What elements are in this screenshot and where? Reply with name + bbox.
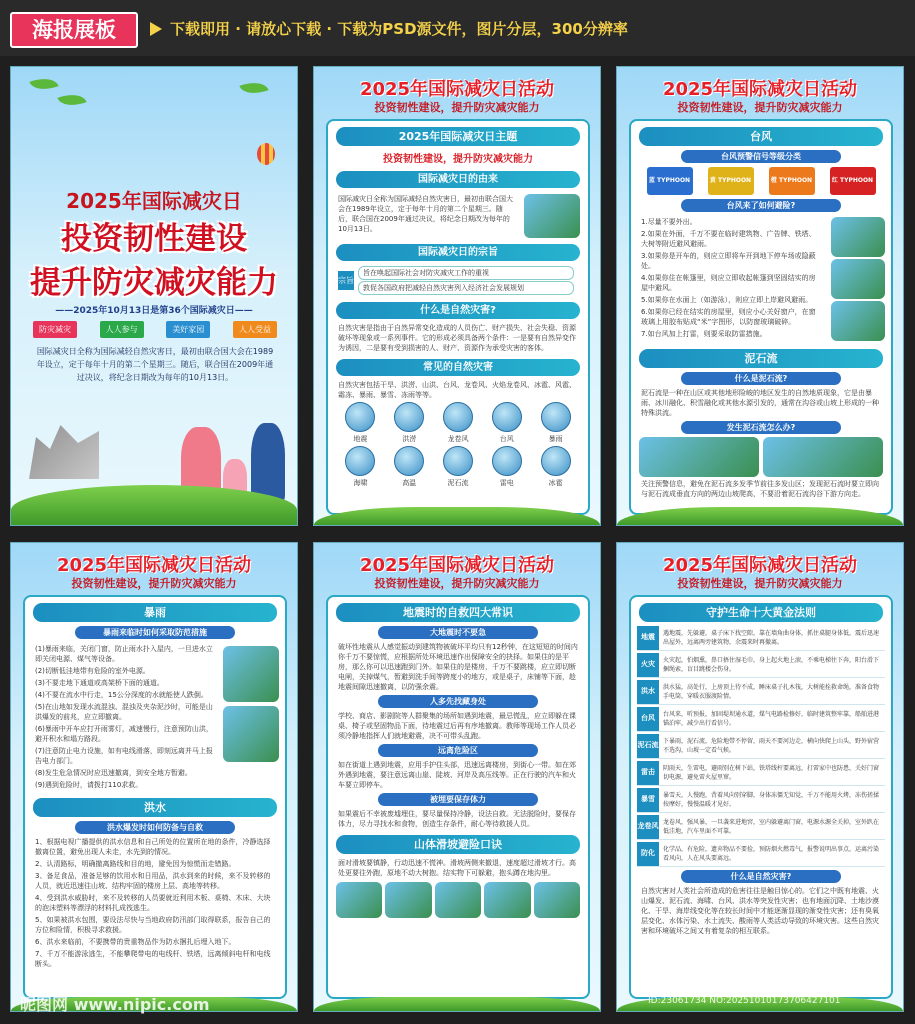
- rain-item: (2)切断低洼地带有危险的室外电源。: [35, 667, 150, 675]
- poster-golden-rules: [616, 542, 904, 1012]
- poster-title: 2025年国际减灾日活动: [359, 79, 555, 100]
- quake-rule-text: 如在街道上遇到地震，应用手护住头部，迅速远离楼房，到街心一带。如在郊外遇到地震，要注意远离山崖、陡坡、河岸及高压线等。正在行驶的汽车和火车要立即停车。: [338, 761, 576, 789]
- leaf-decoration: [29, 73, 58, 95]
- sub-bar: 被埋要保存体力: [378, 793, 538, 806]
- content-card: [23, 595, 287, 999]
- golden-rule-row: 暴雪 暴雪天，人慢跑，背着风向别穿脚，身体冻僵无知觉，千万不能用火烤，冻伤搓揉按摩好，慢慢温暖才见好。: [637, 788, 885, 813]
- rain-item: (7)注意防止电力设施，如有电线滑落，即刻远离并马上报告电力部门。: [35, 747, 213, 765]
- avoid-item: 5.如果你在水面上（如游泳），则应立即上岸避风避雨。: [641, 296, 813, 304]
- sub-bar: 远离危险区: [378, 744, 538, 757]
- sub-bar: 暴雨来临时如何采取防范措施: [75, 626, 235, 639]
- poster-title: 2025年国际减灾日活动: [359, 555, 555, 576]
- what-text: 自然灾害对人类社会所造成的危害往往是触目惊心的。它们之中既有地震、火山爆发、泥石流、海啸、台风、洪水等突发性灾害；也有地面沉降、土地沙漠化、干旱、海岸线变化等在较长时间中才能逐渐显现的渐变性灾害；还有臭氧层变化、水体污染、水土流失、酸雨等人类活动导致的环境灾害。这些自然灾害和环境破坏之间又有着复杂的相互联系。: [641, 887, 879, 935]
- poster-year-line: 2025年国际减灾日: [66, 189, 242, 213]
- golden-rule-row: 地震 遇地震，先躲避，桌子床下找空隙，靠在墙角曲身体，抓住桌腿身体低，震后迅速出屋外，远离两旁建筑物，余震来时再撤离。: [637, 626, 885, 651]
- avoid-item: 7.如台风加上打雷，则要采取防雷措施。: [641, 330, 767, 338]
- typhoon-illustration: [831, 217, 885, 257]
- rain-item: (6)暴雨中开车应打开雨雾灯，减速慢行，注意预防山洪，避开积水和塌方路段。: [35, 725, 213, 743]
- content-card: [629, 119, 893, 515]
- sub-bar: 洪水爆发时如何防备与自救: [75, 821, 235, 834]
- leaf-decoration: [239, 77, 268, 99]
- quake-rule-text: 破坏性地震从人感觉振动到建筑物被破坏平均只有12秒钟，在这短短的时间内你千万不要惊慌，应根据所处环境迅速作出保障安全的抉择。如果住的是平房，那么你可以迅速跑到门外。如果住的是楼房，千万不要跳楼，应立即切断电闸，关掉煤气，暂避到洗手间等跨度小的地方，或是桌子，床铺等下面，趁地震间隙迅速撤离，以防强余震。: [338, 643, 578, 691]
- poster-theme: [313, 66, 601, 526]
- section-bar: 台风: [639, 127, 883, 146]
- flood-item: 5、如果被洪水包围，要设法尽快与当地政府防汛部门取得联系，报告自己的方位和险情，积极寻求救援。: [35, 916, 271, 934]
- golden-rule-row: 泥石流 下暴雨，泥石流，危险地带不停留，雨天不要河边走，横向快爬上山头，野外宿营不选沟，山坡一定看气候。: [637, 734, 885, 759]
- rainstorm-illustration: [223, 706, 279, 762]
- rain-item: (3)不要走地下通道或高架桥下面的通道。: [35, 679, 164, 687]
- sub-bar: 什么是自然灾害?: [681, 870, 841, 883]
- grass-decoration: [617, 507, 903, 525]
- watermark: 昵图网 www.nipic.com: [20, 995, 210, 1014]
- flood-item: 4、受到洪水威胁时，来不及转移的人员要就近利用木板、桌椅、木床、大块的泡沫塑料等漂浮的材料扎成筏逃生。: [35, 894, 271, 912]
- sub-bar: 台风预警信号等级分类: [681, 150, 841, 163]
- section-bar: 守护生命十大黄金法则: [639, 603, 883, 622]
- golden-rule-row: 龙卷风 龙卷风，强风暴，一旦袭来进地窖，室内躲避离门窗，电源水源全关掉，室外趴在低洼地，汽车里面不可靠。: [637, 815, 885, 840]
- poster-headline-2: 提升防灾减灾能力: [30, 265, 278, 301]
- content-card: [326, 595, 590, 999]
- globe-illustration: [524, 194, 580, 238]
- rain-item: (9)遇到危险时，请拨打110求救。: [35, 781, 143, 789]
- lightning-icon: 雷电: [488, 446, 526, 488]
- flood-item: 3、备足食品，准备足够的饮用水和日用品，洪水到来的时候，来不及转移的人员，就近迅速往山坡、结构牢固的楼房上层、高地等转移。: [35, 872, 271, 890]
- poster-subtitle: 投资韧性建设，提升防灾减灾能力: [71, 577, 237, 590]
- disaster-icon-row: [336, 446, 580, 488]
- top-banner: [0, 0, 915, 56]
- badge: 人人参与: [100, 321, 144, 338]
- leaf-decoration: [57, 89, 86, 111]
- rain-item: (5)在山地如发现水流混浊、混浊及夹杂泥沙时，可能是山洪爆发的前兆，应立即撤离。: [35, 703, 213, 721]
- section-bar: 暴雨: [33, 603, 277, 622]
- flood-icon: 洪涝: [390, 402, 428, 444]
- rain-item: (1)暴雨来临，关闭门窗，防止雨水扑入屋内，一旦进水立即关闭电源、煤气等设备。: [35, 645, 213, 663]
- debris-flow-illustration: [763, 437, 883, 477]
- grass-decoration: [314, 997, 600, 1011]
- what-text: 自然灾害是指由于自然异常变化造成的人员伤亡、财产损失、社会失稳、资源破坏等现象或一系列事件。它的形成必须具备两个条件：一是要有自然异变作为诱因，二是要有受到损害的人、财产、资源作为承受灾害的客体。: [338, 324, 576, 352]
- section-bar: 泥石流: [639, 349, 883, 368]
- content-card: [629, 595, 893, 999]
- tornado-icon: 龙卷风: [439, 402, 477, 444]
- section-bar: 国际减灾日的由来: [336, 171, 580, 188]
- disaster-icon-row: [336, 402, 580, 444]
- brand-label: 海报展板: [10, 12, 138, 48]
- badge-row: [33, 321, 277, 338]
- section-bar: 山体滑坡避险口诀: [336, 835, 580, 854]
- poster-intro: 国际减灾日全称为国际减轻自然灾害日，最初由联合国大会在1989年设立，定于每年十月的第二个星期三。随后，联合国在2009年通过决议，将纪念日期改为每年的10月13日。: [36, 347, 274, 382]
- arrow-icon: [150, 22, 162, 36]
- flood-item: 2、认清路标，明确撤离路线和目的地，避免因为惊慌而走错路。: [35, 860, 236, 868]
- golden-rule-row: 雷击 阴雨天，生雷电，避雨别在树下站，铁塔线杆要离远，打雷家中也防患，关好门窗切电源，避免雷火屋里窜。: [637, 761, 885, 786]
- debris-flow-icon: 泥石流: [439, 446, 477, 488]
- golden-rule-row: 火灾 火灾起，怕烟熏，鼻口捂住湿毛巾，身上起火地上滚，不乘电梯往下奔，阳台滑下捆绳索，盲目跳楼会伤身。: [637, 653, 885, 678]
- section-bar: 国际减灾日的宗旨: [336, 244, 580, 261]
- landslide-illustration: [435, 882, 481, 918]
- avoid-item: 4.如果你住在帐篷里，则应立即收起帐篷到坚固结实的房屋中避风。: [641, 274, 816, 292]
- tagline: 下载即用 · 请放心下载 · 下载为PSD源文件，图片分层，300分辨率: [170, 20, 628, 38]
- avoid-item: 1.尽量不要外出。: [641, 218, 697, 226]
- tsunami-icon: 海啸: [341, 446, 379, 488]
- golden-rule-row: 台风 台风来，听预报，加固堤坝通水道，煤气电路检修好，临时建筑整牢靠，船舶进港锚泊牢，减少出行看信号。: [637, 707, 885, 732]
- father-illustration: [251, 423, 285, 503]
- typhoon-blue-signal-icon: 蓝 TYPHOON: [647, 167, 693, 195]
- landslide-illustration: [484, 882, 530, 918]
- sub-bar: 什么是泥石流?: [681, 372, 841, 385]
- typhoon-illustration: [831, 259, 885, 299]
- typhoon-red-signal-icon: 红 TYPHOON: [830, 167, 876, 195]
- avoid-item: 3.如果你是开车的，则应立即将车开到地下停车场或隐蔽处。: [641, 252, 816, 270]
- sub-bar: 发生泥石流怎么办?: [681, 421, 841, 434]
- common-text: 自然灾害包括干旱、洪涝、山洪、台风、龙卷风、火焰龙卷风、冰雹、风雹、霜冻、暴雨、暴雪、冻雨等等。: [338, 381, 576, 399]
- typhoon-signal-row: [639, 167, 883, 195]
- purpose-item: 旨在唤起国际社会对防灾减灾工作的重视: [358, 266, 574, 280]
- debris-tips: 关注预警信息，避免在泥石流多发季节前往多发山区；发现泥石流时要立即向与泥石流成垂直方向的两边山坡爬高，不要沿着泥石流沟谷下游方向走。: [641, 480, 879, 498]
- landslide-text: 面对滑坡要镇静，行动迅速不慌神。滑坡两侧来撤退，速度超过滑坡才行。高处更要往外跑，原地不动大树抱。结实物下可躲避，抱头蹲在地沟里。: [338, 859, 576, 877]
- poster-typhoon: [616, 66, 904, 526]
- golden-rule-row: 洪水 洪水猛，高处行，上房顶上待不成，睡床桌子扎木筏，大树能拴救命绳，准备食物手电筒，穿暖衣服渡险情。: [637, 680, 885, 705]
- typhoon-icon: 台风: [488, 402, 526, 444]
- poster-date-line: ——2025年10月13日是第36个国际减灾日——: [55, 306, 253, 316]
- origin-text: 国际减灾日全称为国际减轻自然灾害日，最初由联合国大会在1989年设立，定于每年十月的第二个星期三。随后，联合国在2009年通过决议，将纪念日期改为每年的10月13日。: [338, 195, 513, 233]
- purpose-label: 宗旨: [338, 271, 354, 290]
- rainstorm-illustration: [223, 646, 279, 702]
- typhoon-yellow-signal-icon: 黄 TYPHOON: [708, 167, 754, 195]
- poster-earthquake: [313, 542, 601, 1012]
- avoid-item: 2.如果在外面，千万不要在临时建筑物、广告牌、铁塔、大树等附近避风避雨。: [641, 230, 816, 248]
- debris-flow-illustration: [639, 437, 759, 477]
- quake-rule-text: 如果震后不幸被废墟埋住，要尽量保持冷静，设法自救。无法脱险时，要保存体力，尽力寻找水和食物，创造生存条件，耐心等待救援人员。: [338, 810, 576, 828]
- flood-item: 7、千万不能游泳逃生，不能攀爬带电的电线杆、铁塔，远离倾斜电杆和电线断头。: [35, 950, 271, 968]
- landslide-illustration: [336, 882, 382, 918]
- section-bar: 地震时的自救四大常识: [336, 603, 580, 622]
- typhoon-illustration: [831, 301, 885, 341]
- poster-headline-1: 投资韧性建设: [61, 221, 247, 257]
- landslide-illustration: [385, 882, 431, 918]
- grass-decoration: [314, 507, 600, 525]
- rain-item: (8)发生危急情况时应迅速撤离，到安全地方暂避。: [35, 769, 192, 777]
- badge: 美好家园: [166, 321, 210, 338]
- sub-bar: 大地震时不要急: [378, 626, 538, 639]
- sub-bar: 人多先找藏身处: [378, 695, 538, 708]
- poster-subtitle: 投资韧性建设，提升防灾减灾能力: [677, 101, 843, 114]
- hot-air-balloon-icon: [257, 143, 275, 165]
- flood-item: 1、根据电视广播提供的洪水信息和自己所处的位置所在地的条件，冷静选择撤离位置，避免出现人未走，水先到的情况。: [35, 838, 271, 856]
- badge: 人人受益: [233, 321, 277, 338]
- poster-title: 2025年国际减灾日活动: [662, 79, 858, 100]
- section-bar: 洪水: [33, 798, 277, 817]
- section-bar: 常见的自然灾害: [336, 359, 580, 376]
- section-bar: 什么是自然灾害?: [336, 302, 580, 319]
- theme-text: 投资韧性建设，提升防灾减灾能力: [383, 154, 533, 165]
- rubble-illustration: [29, 419, 99, 479]
- typhoon-orange-signal-icon: 橙 TYPHOON: [769, 167, 815, 195]
- purpose-item: 敦促各国政府把减轻自然灾害列入经济社会发展规划: [358, 281, 574, 295]
- poster-title: 2025年国际减灾日活动: [56, 555, 252, 576]
- poster-title: 2025年国际减灾日活动: [662, 555, 858, 576]
- poster-subtitle: 投资韧性建设，提升防灾减灾能力: [374, 577, 540, 590]
- content-card: [326, 119, 590, 515]
- heat-icon: 高温: [390, 446, 428, 488]
- poster-cover: [10, 66, 298, 526]
- hail-icon: 冰雹: [537, 446, 575, 488]
- debris-text: 泥石流是一种在山区或其他地形险峻的地区发生的自然地质现象，它是由暴雨、冰川融化、积雪融化或其他水源引发的，通常在沟谷或山坡上形成的一种特殊洪流。: [641, 389, 879, 417]
- earthquake-icon: 地震: [341, 402, 379, 444]
- badge: 防灾减灾: [33, 321, 77, 338]
- section-bar: 2025年国际减灾日主题: [336, 127, 580, 146]
- sub-bar: 台风来了如何避险?: [681, 199, 841, 212]
- golden-rule-row: 防化 化学品，有危险，遗弃物品不要捡，预防烟火燃毒气，报警说明出事点，运离污染看风向，人在风头要离远。: [637, 842, 885, 867]
- rainstorm-icon: 暴雨: [537, 402, 575, 444]
- rain-item: (4)不要在流水中行走，15公分深度的水就能使人跌倒。: [35, 691, 208, 699]
- poster-subtitle: 投资韧性建设，提升防灾减灾能力: [677, 577, 843, 590]
- poster-rainstorm-flood: [10, 542, 298, 1012]
- quake-rule-text: 学校、商店、影剧院等人群聚集的场所如遇到地震，最忌慌乱，应立即躲在课桌、椅子或坚固物品下面，待地震过后再有序地撤离。教师等现场工作人员必须冷静地指挥人们就地避震，决不可带头乱跑。: [338, 712, 576, 740]
- flood-item: 6、洪水来临前，不要携带的贵重物品作为防水捆扎后埋入地下。: [35, 938, 236, 946]
- landslide-illustration: [534, 882, 580, 918]
- image-id-text: ID:23061734 NO:20251010173706427101: [648, 996, 841, 1006]
- avoid-item: 6.如果你已经在结实的房屋里，则应小心关好窗户，在窗玻璃上用胶布贴成“米”字图形，以防窗玻璃破碎。: [641, 308, 816, 326]
- poster-subtitle: 投资韧性建设，提升防灾减灾能力: [374, 101, 540, 114]
